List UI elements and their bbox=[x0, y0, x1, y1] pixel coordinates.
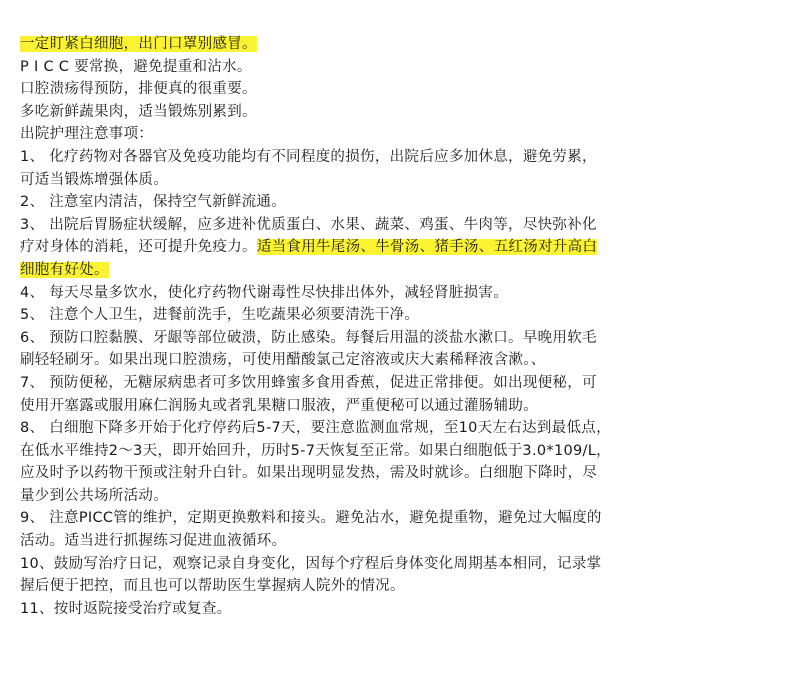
item-8-line-4: 量少到公共场所活动。 bbox=[20, 487, 168, 504]
item-10-line-2: 握后便于把控，而且也可以帮助医生掌握病人院外的情况。 bbox=[20, 578, 405, 595]
highlighted-text: 细胞有好处。 bbox=[20, 261, 109, 278]
item-5-line-1: 5、 注意个人卫生，进餐前洗手，生吃蔬果必须要清洗干净。 bbox=[20, 307, 420, 324]
item-3-line-2 bbox=[20, 236, 780, 259]
item-3-line-3 bbox=[20, 259, 780, 282]
top-line-2: P I C C 要常换，避免提重和沾水。 bbox=[20, 58, 252, 75]
item-10-line-1: 10、鼓励写治疗日记，观察记录自身变化，因每个疗程后身体变化周期基本相同，记录掌 bbox=[20, 555, 602, 572]
item-1-line-1: 1、 化疗药物对各器官及免疫功能均有不同程度的损伤，出院后应多加休息，避免劳累， bbox=[20, 148, 597, 165]
item-3-text: 疗对身体的消耗，还可提升免疫力。 bbox=[20, 239, 257, 256]
item-6-line-2: 刷轻轻刷牙。如果出现口腔溃疡，可使用醋酸氯己定溶液或庆大素稀释液含漱。、 bbox=[20, 352, 546, 369]
item-7-line-1: 7、 预防便秘，无糖尿病患者可多饮用蜂蜜多食用香蕉，促进正常排便。如出现便秘，可 bbox=[20, 374, 597, 391]
top-line-1 bbox=[20, 33, 780, 56]
item-2-line-1: 2、 注意室内清洁，保持空气新鲜流通。 bbox=[20, 194, 287, 211]
item-3-line-1: 3、 出院后胃肠症状缓解，应多进补优质蛋白、水果、蔬菜、鸡蛋、牛肉等，尽快弥补化 bbox=[20, 216, 597, 233]
item-7-line-2: 使用开塞露或服用麻仁润肠丸或者乳果糖口服液，严重便秘可以通过灌肠辅助。 bbox=[20, 397, 538, 414]
section-title: 出院护理注意事项： bbox=[20, 126, 154, 143]
highlighted-text: 一定盯紧白细胞，出门口罩别感冒。 bbox=[20, 36, 257, 52]
item-4-line-1: 4、 每天尽量多饮水，使化疗药物代谢毒性尽快排出体外，减轻肾脏损害。 bbox=[20, 284, 509, 301]
item-8-line-1: 8、 白细胞下降多开始于化疗停药后5-7天，要注意监测血常规，至10天左右达到最低点， bbox=[20, 420, 611, 437]
highlighted-text: 适当食用牛尾汤、牛骨汤、猪手汤、五红汤对升高白 bbox=[256, 239, 598, 256]
top-line-4: 多吃新鲜蔬果肉，适当锻炼别累到。 bbox=[20, 103, 257, 120]
item-6-line-1: 6、 预防口腔黏膜、牙龈等部位破溃，防止感染。每餐后用温的淡盐水漱口。早晚用软毛 bbox=[20, 329, 597, 346]
item-9-line-1: 9、 注意PICC管的维护，定期更换敷料和接头。避免沾水，避免提重物，避免过大幅度的 bbox=[20, 510, 602, 527]
item-11-line-1: 11、按时返院接受治疗或复查。 bbox=[20, 600, 232, 617]
item-9-line-2: 活动。适当进行抓握练习促进血液循环。 bbox=[20, 533, 287, 550]
item-8-line-2: 在低水平维持2～3天，即开始回升，历时5-7天恢复至正常。如果白细胞低于3.0*109/L， bbox=[20, 442, 611, 459]
item-8-line-3: 应及时予以药物干预或注射升白针。如果出现明显发热，需及时就诊。白细胞下降时，尽 bbox=[20, 465, 598, 482]
top-line-3: 口腔溃疡得预防，排便真的很重要。 bbox=[20, 81, 257, 98]
item-1-line-2: 可适当锻炼增强体质。 bbox=[20, 171, 168, 188]
